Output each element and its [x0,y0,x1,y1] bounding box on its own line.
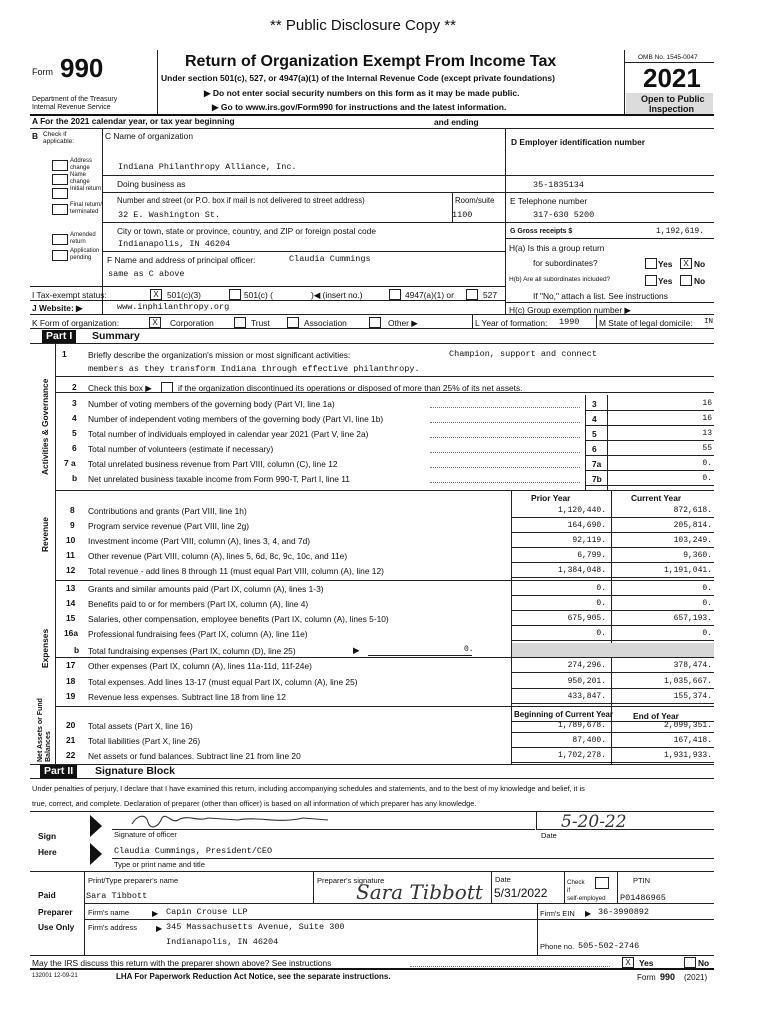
gross-receipts: 1,192,619. [656,227,705,236]
net-current: 1,931,933. [663,751,712,760]
rev-line-num: 8 [70,505,75,515]
preparer-signature: Sara Tibbott [356,880,483,904]
exp2-line-num: 19 [66,691,76,701]
section-b-item: Initial return [70,186,102,192]
phone-label: E Telephone number [510,196,588,206]
exp-line-num: 15 [66,613,76,623]
gov-line-value: 13 [702,429,712,438]
rev-line-text: Program service revenue (Part VIII, line 2g) [88,521,250,531]
dba-label: Doing business as [117,179,186,189]
officer-label: F Name and address of principal officer: [107,255,256,265]
form-other: Other ▶ [388,318,418,328]
gov-line-num: 7 a [64,458,76,468]
status-insert: )◀ (insert no.) [311,290,363,300]
exp-prior: 0. [596,629,606,638]
net-current: 2,099,351. [663,721,712,730]
exp2-row-rule [511,703,714,704]
net-line-text: Total liabilities (Part X, line 26) [88,736,201,746]
ein-value: 35-1835134 [533,180,585,190]
firm-phone-label: Phone no. [540,942,575,951]
line1-value-2: members as they transform Indiana through effective philanthropy. [88,364,420,374]
net-line-num: 20 [66,720,76,730]
section-b-checkbox[interactable] [52,160,68,171]
rev-line-num: 11 [66,550,75,560]
gov-line-value: 55 [702,444,712,453]
exp-line-text: Grants and similar amounts paid (Part IX, column (A), lines 1-3) [88,584,324,594]
exp-row-rule [511,595,714,596]
net-line-num: 22 [66,750,76,760]
exp-line-num: 13 [66,583,76,593]
gov-line-rule [585,455,714,456]
exp-line-num: 16a [64,628,78,638]
discuss-question: May the IRS discuss this return with the preparer shown above? See instructions [32,958,332,968]
goto-notice: ▶ Go to www.irs.gov/Form990 for instructions and the latest information. [212,102,507,112]
room-label: Room/suite [455,196,495,205]
gov-line-text: Net unrelated business taxable income from Form 990-T, Part I, line 11 [88,474,350,484]
line-a-text: A For the 2021 calendar year, or tax year beginning [32,116,235,126]
exp2-line-num: 18 [66,675,76,686]
rev-line-text: Investment income (Part VIII, column (A), lines 3, 4, and 7d) [88,536,311,546]
firm-phone: 505-502-2746 [578,941,640,951]
col-prior-year: Prior Year [531,493,571,503]
gov-line-num: b [72,473,78,483]
status-501c: 501(c) ( [244,290,273,300]
status-527: 527 [483,290,497,300]
section-b-item: Name change [70,172,90,185]
rev-row-rule [511,517,714,518]
rev-line-num: 12 [66,565,76,575]
footer-code: 132001 12-09-21 [32,973,78,979]
exp-prior: 0. [596,599,606,608]
exp2-current: 1,035,667. [663,676,712,686]
line2-text1: Check this box ▶ [88,383,152,393]
col-boy: Beginning of Current Year [514,710,613,719]
self-employed-checkbox[interactable] [595,877,609,889]
col-current-year: Current Year [631,493,682,503]
status-501c3: 501(c)(3) [167,290,201,300]
sign-label: Sign [38,831,57,841]
gov-line-box: 3 [592,399,597,409]
section-b-label: B [32,131,39,141]
gov-line-box: 7b [592,474,602,484]
exp2-prior: 433,847. [567,692,606,701]
gov-line-rule [585,425,714,426]
website-label: J Website: ▶ [32,303,83,313]
dept-treasury: Department of the Treasury [32,96,118,103]
preparer-sig-label: Preparer's signature [317,876,385,885]
gov-line-text: Total unrelated business revenue from Part VIII, column (C), line 12 [88,459,338,469]
gov-line-leader [430,407,580,408]
ptin-value: P01486965 [620,893,666,903]
rev-current: 1,191,041. [663,566,712,575]
exp2-current: 155,374. [673,692,712,701]
name-title-label: Type or print name and title [114,860,205,869]
gov-line-leader [430,467,580,468]
part1-title: Summary [92,330,140,342]
form-word: Form [32,67,53,77]
gov-box-divider [585,395,586,490]
exp2-row-rule [511,672,714,673]
gross-receipts-label: G Gross receipts $ [510,228,573,235]
paid-label: Paid [38,890,56,900]
line16b-num: b [74,645,80,655]
rev-current: 103,249. [673,536,712,545]
exp-current: 0. [702,629,712,638]
officer-name: Claudia Cummings [289,254,371,264]
gov-line-num: 5 [72,428,77,438]
exp-prior: 0. [596,584,606,593]
revenue-bottom-rule [55,580,714,581]
exp-line-text: Professional fundraising fees (Part IX, column (A), line 11e) [88,629,308,639]
gov-line-box: 5 [592,429,597,439]
discuss-no-checkbox[interactable] [684,957,696,968]
exp-row-rule [511,610,714,611]
gov-line-leader [430,422,580,423]
group-return-q: H(a) Is this a group return [509,243,605,253]
section-b-item: Final return/ terminated [70,202,103,215]
preparer-name: Sara Tibbott [86,891,148,901]
rev-prior: 1,384,048. [557,566,606,575]
phone-value: 317-630 5200 [533,210,595,220]
rev-line-text: Total revenue - add lines 8 through 11 (must equal Part VIII, column (A), line 12) [88,566,384,576]
exp-current: 0. [702,584,712,593]
rev-row-rule [511,547,714,548]
check-label: Check [567,879,585,886]
ha-yes: Yes [658,259,673,269]
discuss-yes-checkbox[interactable]: X [622,957,634,968]
ha-yes-checkbox[interactable] [645,258,657,269]
form-corporation: Corporation [170,318,214,328]
line1-text: Briefly describe the organization's mission or most significant activities: [88,350,351,360]
officer-name-title: Claudia Cummings, President/CEO [114,846,273,856]
side-net-assets: Net Assets or Fund Balances [37,698,52,762]
form-association-checkbox[interactable] [287,317,299,328]
exp2-line-text: Revenue less expenses. Subtract line 18 from line 12 [88,692,286,702]
tax-year: 2021 [643,63,701,93]
form-number: 990 [60,53,104,83]
rev-line-num: 9 [70,520,75,530]
year-formation: 1990 [559,317,580,327]
form-corporation-checkbox[interactable]: X [149,317,161,328]
ha-no-checkbox[interactable]: X [680,258,692,269]
ein-label: D Employer identification number [511,137,646,147]
net-line-num: 21 [66,735,76,745]
footer-form: Form [637,973,656,982]
sig-date-label: Date [541,831,557,840]
firm-address-1: 345 Massachusetts Avenue, Suite 300 [166,922,345,932]
state-domicile: IN [704,318,714,326]
officer-address: same as C above [108,269,185,279]
gov-line-text: Total number of volunteers (estimate if necessary) [88,444,274,454]
group-exemption: H(c) Group exemption number ▶ [509,305,631,315]
open-public-2: Inspection [649,104,695,114]
exp2-line-text: Total expenses. Add lines 13-17 (must equal Part IX, column (A), line 25) [88,676,358,687]
net-row-rule [511,762,714,763]
preparer-label: Preparer [38,907,73,917]
form-title: Return of Organization Exempt From Income Tax [185,53,557,70]
exp-current: 657,193. [673,614,712,623]
exp-current: 0. [702,599,712,608]
rev-line-num: 10 [66,535,76,545]
part1-tag: Part I [42,330,76,343]
gov-box-divider [607,395,608,490]
exp2-prior: 274,296. [567,661,606,670]
rev-row-rule [511,577,714,578]
net-prior: 87,400. [572,736,606,745]
section-b-checkbox[interactable] [52,204,68,215]
street-label: Number and street (or P.O. box if mail is not delivered to street address) [117,196,365,205]
status-527-checkbox[interactable] [466,289,478,300]
gov-line-rule [585,440,714,441]
perjury-text-1: Under penalties of perjury, I declare that I have examined this return, including accompanying schedules and statements, and to the best of my knowledge and belief, it is [32,784,585,793]
form-association: Association [304,318,347,328]
line-k-label: K Form of organization: [32,318,120,328]
gov-line-value: 16 [702,414,712,423]
part2-tag: Part II [40,765,77,778]
rev-current: 872,618. [673,506,712,515]
room-suite: 1100 [452,210,473,220]
gov-line-text: Number of independent voting members of the governing body (Part VI, line 1b) [88,414,384,424]
line-a-ending: and ending [434,117,479,127]
rev-line-text: Other revenue (Part VIII, column (A), lines 5, 6d, 8c, 9c, 10c, and 11e) [88,551,348,561]
firm-ein-arrow-icon: ▶ [585,909,592,918]
firm-name-arrow-icon: ▶ [152,909,159,918]
line1-num: 1 [62,349,67,359]
form-other-checkbox[interactable] [369,317,381,328]
irs-label: Internal Revenue Service [32,104,111,111]
gov-line-rule [585,410,714,411]
form-trust-checkbox[interactable] [234,317,246,328]
street-address: 32 E. Washington St. [118,210,221,220]
section-b-checkbox[interactable] [52,234,68,245]
gov-line-box: 6 [592,444,597,454]
line2-checkbox[interactable] [161,382,173,393]
part2-title: Signature Block [95,765,175,777]
check-if-label: if [567,887,571,894]
preparer-name-label: Print/Type preparer's name [88,876,179,885]
line2-text2: if the organization discontinued its operations or disposed of more than 25% of its net assets. [178,383,523,393]
footer-year: (2021) [684,973,708,982]
status-4947-checkbox[interactable] [389,289,401,300]
officer-sign-date: 5-20-22 [561,812,627,832]
status-501c-checkbox[interactable] [229,289,241,300]
preparer-date-label: Date [495,875,511,884]
exp2-line-num: 17 [66,660,76,670]
hb-yes: Yes [658,276,673,286]
gov-line-rule [585,485,714,486]
firm-name: Capin Crouse LLP [166,907,248,917]
rev-row-rule [511,532,714,533]
side-revenue: Revenue [40,517,50,552]
side-activities-governance: Activities & Governance [40,378,50,475]
rev-prior: 92,119. [572,536,606,545]
perjury-text-2: true, correct, and complete. Declaration of preparer (other than officer) is based on all information of which preparer has any knowledge. [32,799,477,808]
section-b-checkbox[interactable] [52,250,68,261]
footer-lha: LHA For Paperwork Reduction Act Notice, see the separate instructions. [116,972,391,981]
line2-num: 2 [72,382,77,392]
line16b-arrow: ▶ [353,645,360,655]
gov-line-box: 4 [592,414,597,424]
city-label: City or town, state or province, country, and ZIP or foreign postal code [117,226,376,236]
here-label: Here [38,847,57,857]
self-employed-label: self-employed [567,895,606,902]
col-eoy: End of Year [633,711,679,721]
ptin-label: PTIN [633,876,651,885]
gov-line-leader [430,482,580,483]
subordinates-included-q: H(b) Are all subordinates included? [509,276,611,283]
net-row-rule [511,747,714,748]
discuss-no: No [698,958,710,968]
line16b-text: Total fundraising expenses (Part IX, column (D), line 25) [88,646,296,656]
rev-row-rule [511,562,714,563]
gov-line-leader [430,437,580,438]
gov-line-box: 7a [592,459,602,469]
firm-name-label: Firm's name [88,908,130,917]
firm-address-label: Firm's address [88,923,137,932]
section-b-item: Amended return [70,232,96,245]
side-expenses: Expenses [40,628,50,668]
gov-line-num: 3 [72,398,77,408]
exp2-prior: 950,201. [567,676,606,686]
group-return-q2: for subordinates? [533,258,598,268]
gov-line-value: 0. [702,459,712,468]
exp-line-text: Benefits paid to or for members (Part IX, column (A), line 4) [88,599,309,609]
gov-line-rule [585,470,714,471]
open-public-1: Open to Public [641,94,705,104]
gov-line-value: 0. [702,474,712,483]
gov-line-leader [430,452,580,453]
applicable: applicable: [43,138,75,145]
status-4947: 4947(a)(1) or [405,290,454,300]
form-subtitle: Under section 501(c), 527, or 4947(a)(1) of the Internal Revenue Code (except private foundations) [161,73,555,83]
net-line-text: Total assets (Part X, line 16) [88,721,193,731]
exp-line-num: 14 [66,598,76,608]
hb-yes-checkbox[interactable] [645,275,657,286]
line1-value-1: Champion, support and connect [449,349,597,359]
omb-number: OMB No. 1545-0047 [638,54,698,61]
discuss-yes: Yes [639,958,654,968]
preparer-date: 5/31/2022 [494,886,548,900]
exp-prior: 675,905. [567,614,606,623]
firm-address-arrow-icon: ▶ [156,924,163,933]
exp-row-rule [511,640,714,641]
gov-line-text: Number of voting members of the governing body (Part VI, line 1a) [88,399,335,409]
line16b-value: 0. [464,645,474,654]
rev-current: 9,360. [683,551,712,560]
expenses-bottom-rule [55,706,714,707]
line-i-label: I Tax-exempt status: [32,290,107,300]
hb-no-checkbox[interactable] [680,275,692,286]
section-b-item: Address change [70,158,93,171]
rev-prior: 6,799. [577,551,606,560]
section-b-checkbox[interactable] [52,174,68,185]
net-line-text: Net assets or fund balances. Subtract line 21 from line 20 [88,751,301,761]
rev-prior: 164,690. [567,521,606,530]
hb-note: If "No," attach a list. See instructions [533,291,668,301]
sig-officer-label: Signature of officer [114,830,177,839]
hb-no: No [694,276,706,286]
net-current: 167,418. [673,736,712,745]
net-row-rule [511,732,714,733]
website-value: www.inphilanthropy.org [117,302,230,312]
gov-line-text: Total number of individuals employed in calendar year 2021 (Part V, line 2a) [88,429,369,439]
public-disclosure-banner: ** Public Disclosure Copy ** [270,17,456,34]
footer-form-number: 990 [660,972,676,982]
year-formation-label: L Year of formation: [475,318,548,328]
sign-arrow-icon-2 [90,843,102,865]
gov-line-num: 4 [72,413,77,423]
org-name: Indiana Philanthropy Alliance, Inc. [118,162,297,172]
exp2-row-rule [511,688,714,689]
section-b-item: Application pending [70,248,100,261]
check-if: Check if [43,131,67,138]
firm-address-2: Indianapolis, IN 46204 [166,937,279,947]
org-name-label: C Name of organization [105,131,193,141]
firm-ein: 36-3990892 [598,907,650,917]
exp-row-rule [511,625,714,626]
rev-current: 205,814. [673,521,712,530]
city-state-zip: Indianapolis, IN 46204 [118,239,231,249]
rev-line-text: Contributions and grants (Part VIII, line 1h) [88,506,247,516]
net-prior: 1,789,678. [557,721,606,730]
ha-no: No [694,259,706,269]
exp-line-text: Salaries, other compensation, employee benefits (Part IX, column (A), lines 5-10) [88,614,389,624]
ssn-notice: ▶ Do not enter social security numbers on this form as it may be made public. [204,88,520,98]
form-trust: Trust [251,318,270,328]
gov-line-value: 16 [702,399,712,408]
section-b-checkbox[interactable] [52,188,68,199]
sign-arrow-icon [90,815,102,837]
firm-ein-label: Firm's EIN [540,909,575,918]
gov-line-num: 6 [72,443,77,453]
state-domicile-label: M State of legal domicile: [599,318,693,328]
status-501c3-checkbox[interactable]: X [150,289,162,300]
use-only-label: Use Only [38,922,75,932]
exp2-current: 378,474. [673,661,712,670]
exp2-line-text: Other expenses (Part IX, column (A), lines 11a-11d, 11f-24e) [88,661,312,671]
rev-prior: 1,120,440. [557,506,606,515]
net-prior: 1,702,278. [557,751,606,760]
